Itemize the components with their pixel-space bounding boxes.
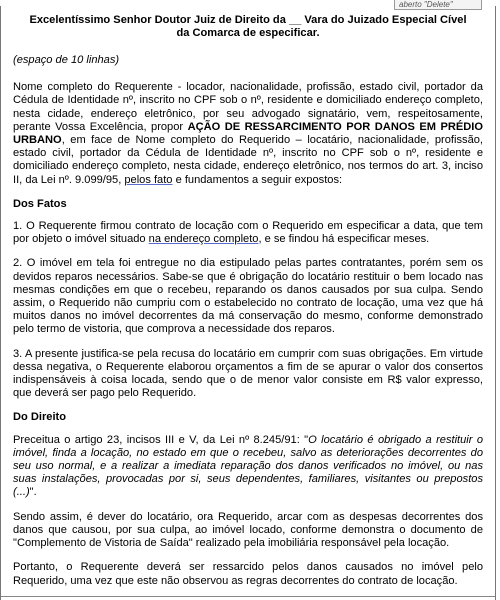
law-1-text-b: ". bbox=[29, 486, 37, 499]
action-title: AÇÃO DE RESSARCIMENTO POR DANOS EM PRÉDIO URBANO bbox=[13, 120, 483, 147]
heading-fatos: Dos Fatos bbox=[13, 197, 67, 210]
title-line-2: da Comarca de especificar. bbox=[176, 27, 320, 39]
top-tab-label: aberto "Delete" bbox=[399, 0, 453, 9]
law-1-text-a: Preceitua o artigo 23, incisos III e V, da Lei nº 8.245/91: " bbox=[13, 433, 309, 446]
fact-1-text-a: 1. O Requerente firmou contrato de locação com o Requerido em especificar a data, que tem por objeto o imóvel situado bbox=[13, 220, 483, 246]
law-3: Portanto, o Requerente deverá ser ressarcido pelos danos causados no imóvel pelo Requerido, uma vez que este não observou as regras decorrentes do contrato de locação. bbox=[13, 561, 483, 587]
intro-paragraph bbox=[13, 81, 483, 187]
page-bottom-divider bbox=[1, 596, 495, 597]
law-2: Sendo assim, é dever do locatário, ora Requerido, arcar com as despesas decorrentes dos danos que causou, por sua culpa, ao imóvel locado, conforme demonstra o documento de "Complemento de Vistoria de Saída" realizado pela imobiliária responsável pela locação. bbox=[13, 510, 483, 550]
law-1-quote: O locatário é obrigado a restituir o imóvel, finda a locação, no estado em que o recebeu, salvo as deteriorações decorrentes do seu uso normal, e a realizar a imediata reparação dos danos verificados no imóvel, ou nas suas instalações, provocadas por si, seus dependentes, familiares, visitantes ou prepostos (...) bbox=[13, 433, 483, 499]
intro-text-a: Nome completo do Requerente - locador, nacionalidade, profissão, estado civil, portador da Cédula de Identidade nº, inscrito no CPF sob o nº, residente e domiciliado endereço completo, nesta cidade, endereço eletrônico, por seu advogado signatário, vem, respeitosamente, perante Vossa Excelência, propor bbox=[13, 81, 483, 133]
intro-text-c: e fundamentos a seguir expostos: bbox=[172, 173, 343, 186]
space-note: (espaço de 10 linhas) bbox=[13, 54, 120, 66]
title-line-1: Excelentíssimo Senhor Doutor Juiz de Direito da __ Vara do Juizado Especial Cível bbox=[29, 14, 467, 26]
document-title bbox=[13, 14, 483, 40]
document-body bbox=[1, 6, 495, 588]
intro-link[interactable]: pelos fato bbox=[124, 173, 173, 186]
law-1 bbox=[13, 434, 483, 500]
fact-1-link[interactable]: na endereço completo bbox=[148, 233, 259, 246]
document-page bbox=[0, 6, 496, 600]
fact-1 bbox=[13, 220, 483, 246]
fact-2: 2. O imóvel em tela foi entregue no dia estipulado pelas partes contratantes, porém sem os devidos reparos necessários. Sabe-se que é obrigação do locatário restituir o bem locado nas mesmas condições em que o recebeu, reparando os danos causados por sua culpa. Sendo assim, o Requerido não cumpriu com o estabelecido no contrato de locação, uma vez que há muitos danos no imóvel decorrentes da má conservação do mesmo, conforme demonstrado pelo termo de vistoria, que comprova a necessidade dos reparos. bbox=[13, 257, 483, 336]
fact-3: 3. A presente justifica-se pela recusa do locatário em cumprir com suas obrigações. Em virtude dessa negativa, o Requerente elaborou orçamentos a fim de se apurar o valor dos consertos indispensáveis à coisa locada, sendo que o de menor valor consiste em R$ valor expresso, que deverá ser pago pelo Requerido. bbox=[13, 347, 483, 400]
intro-text-b: , em face de Nome completo do Requerido – locatário, nacionalidade, profissão, estado civil, portador da Cédula de Identidade nº, inscrito no CPF sob o nº, residente e domiciliado endereço completo, nesta cidade, endereço eletrônico, nos termos do art. 3, inciso II, da Lei nº. 9.099/95, bbox=[13, 134, 483, 186]
heading-direito: Do Direito bbox=[13, 411, 67, 424]
fact-1-text-b: , e se findou há especificar meses. bbox=[258, 233, 430, 246]
